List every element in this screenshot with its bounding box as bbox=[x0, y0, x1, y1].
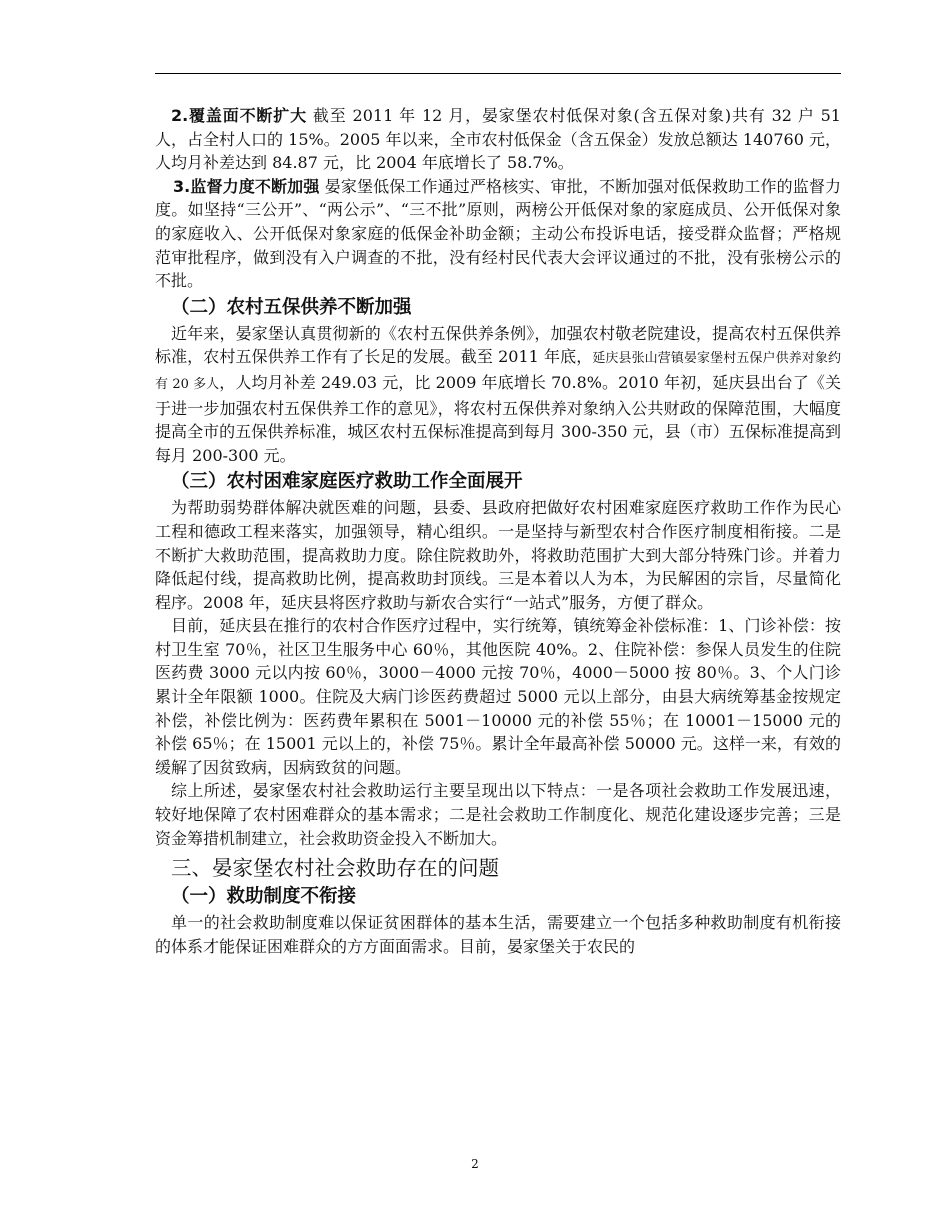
chapter-heading-problems: 三、晏家堡农村社会救助存在的问题 bbox=[171, 856, 499, 881]
section-heading-medical: （三）农村困难家庭医疗救助工作全面展开 bbox=[171, 471, 523, 493]
paragraph-coverage bbox=[155, 104, 841, 175]
text-coverage: 截至 2011 年 12 月，晏家堡农村低保对象(含五保对象)共有 32 户 51 人，占全村人口的 15%。2005 年以来，全市农村低保金（含五保金）发放总额达 140760 元，人均月补差达到 84.87 元，比 2004 年底增长了 58.7%。 bbox=[155, 106, 841, 173]
text-supervision: 晏家堡低保工作通过严格核实、审批，不断加强对低保救助工作的监督力度。如坚持“三公开”、“两公示”、“三不批”原则，两榜公开低保对象的家庭成员、公开低保对象的家庭收入、公开低保对象家庭的低保金补助金额；主动公布投诉电话，接受群众监督；严格规范审批程序，做到没有入户调查的不批，没有经村民代表大会评议通过的不批，没有张榜公示的不批。 bbox=[155, 176, 841, 291]
heading-coverage: 2.覆盖面不断扩大 bbox=[171, 106, 307, 125]
header-rule bbox=[155, 73, 841, 74]
text-wubao-a: 近年来，晏家堡认真贯彻新的《农村五保供养条例》，加强农村敬老院建设，提高农村五保供养标准，农村五保供养工作有了长足的发展。截至 2011 年底， bbox=[155, 323, 841, 367]
text-wubao-small: 延庆县张山营镇晏家堡村五保户供养对象约有 20 多人 bbox=[155, 351, 841, 392]
paragraph-medical-aid: 为帮助弱势群体解决就医难的问题，县委、县政府把做好农村困难家庭医疗救助工作作为民心工程和德政工程来落实，加强领导，精心组织。一是坚持与新型农村合作医疗制度相衔接。二是不断扩大救助范围，提高救助力度。除住院救助外，将救助范围扩大到大部分特殊门诊。并着力降低起付线，提高救助比例，提高救助封顶线。三是本着以人为本，为民解困的宗旨，尽量简化程序。2008 年，延庆县将医疗救助与新农合实行“一站式”服务，方便了群众。 bbox=[155, 498, 841, 612]
text-wubao-b: ，人均月补差 249.03 元，比 2009 年底增长 70.8%。2010 年初，延庆县出台了《关于进一步加强农村五保供养工作的意见》，将农村五保供养对象纳入公共财政的保障范围，大幅度提高全市的五保供养标准，城区农村五保标准提高到每月 300-350 元，县（市）五保标准提高到每月 200-300 元。 bbox=[155, 372, 841, 465]
paragraph-system: 单一的社会救助制度难以保证贫困群体的基本生活，需要建立一个包括多种救助制度有机衔接的体系才能保证困难群众的方方面面需求。目前，晏家堡关于农民的 bbox=[155, 913, 841, 956]
paragraph-cooperative-medical: 目前，延庆县在推行的农村合作医疗过程中，实行统筹，镇统筹金补偿标准：1、门诊补偿：按村卫生室 70％，社区卫生服务中心 60％，其他医院 40%。2、住院补偿：参保人员发生的住院医药费 3000 元以内按 60％，3000－4000 元按 70％，4000－5000 按 80％。3、个人门诊累计全年限额 1000。住院及大病门诊医药费超过 5000 元以上部分，由县大病统筹基金按规定补偿，补偿比例为：医药费年累积在 5001－10000 元的补偿 55％；在 10001－15000 元的补偿 65％；在 15001 元以上的，补偿 75％。累计全年最高补偿 50000 元。这样一来，有效的缓解了因贫致病，因病致贫的问题。 bbox=[155, 616, 841, 777]
paragraph-wubao bbox=[155, 322, 841, 468]
paragraph-supervision bbox=[155, 175, 841, 293]
paragraph-summary: 综上所述，晏家堡农村社会救助运行主要呈现出以下特点：一是各项社会救助工作发展迅速，较好地保障了农村困难群众的基本需求；二是社会救助工作制度化、规范化建设逐步完善；三是资金筹措机制建立，社会救助资金投入不断加大。 bbox=[155, 781, 841, 848]
page-number: 2 bbox=[471, 1157, 479, 1171]
heading-supervision: 3.监督力度不断加强 bbox=[173, 176, 320, 196]
section-heading-wubao: （二）农村五保供养不断加强 bbox=[171, 296, 412, 318]
section-heading-system: （一）救助制度不衔接 bbox=[171, 886, 357, 908]
document-body bbox=[155, 104, 841, 958]
